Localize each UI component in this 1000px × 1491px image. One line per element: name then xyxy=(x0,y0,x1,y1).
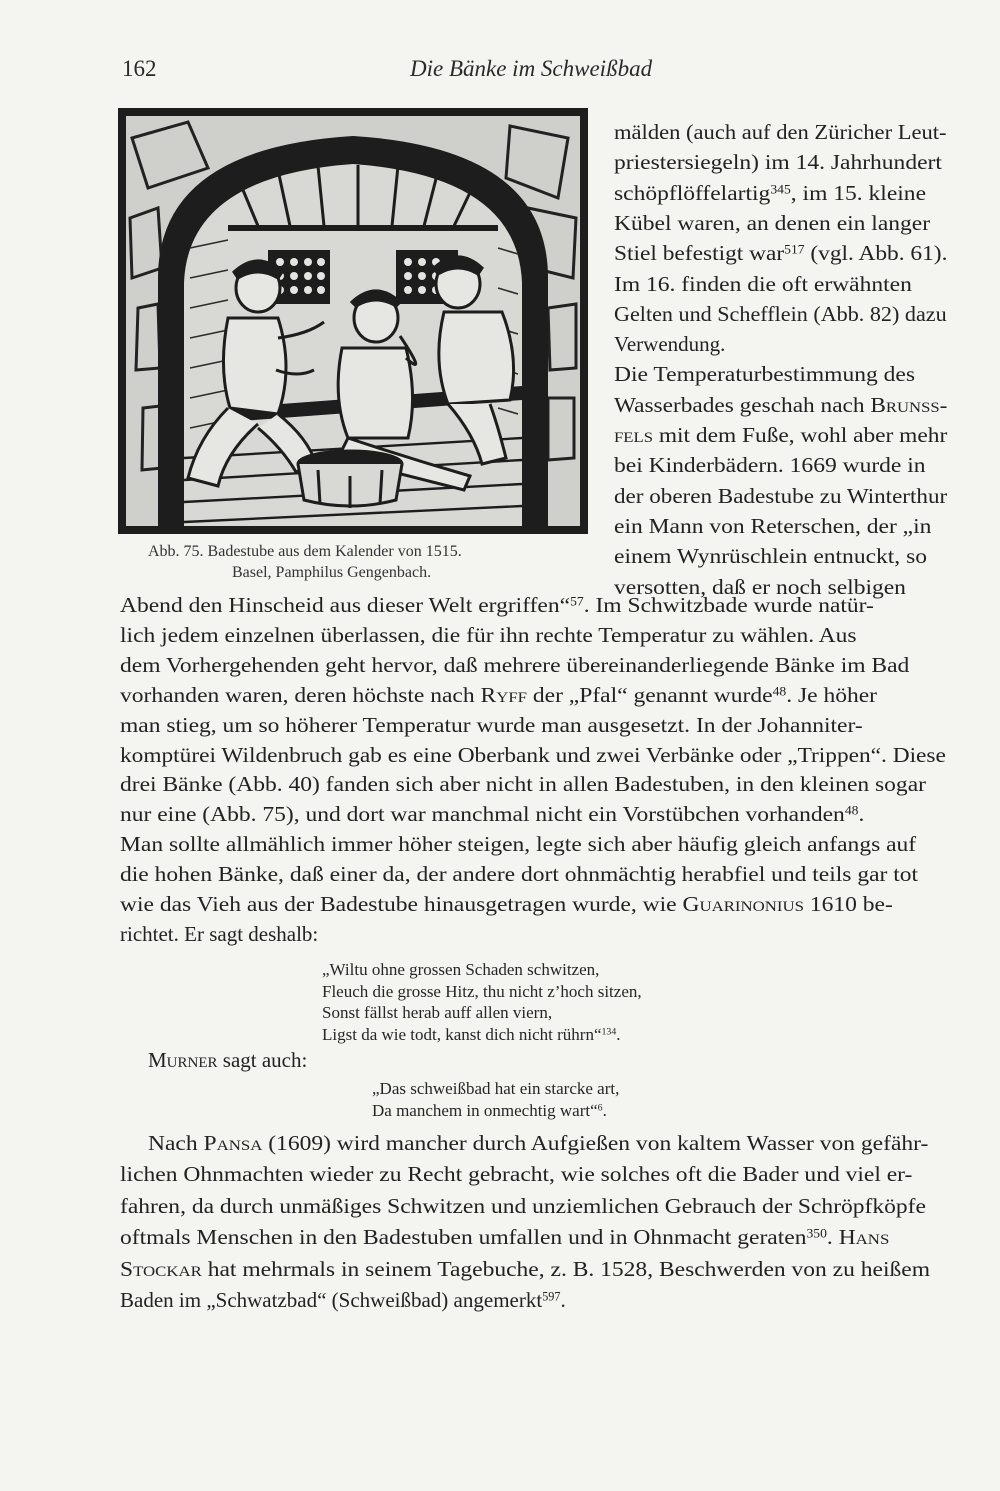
body-line xyxy=(120,742,946,768)
text-run: . xyxy=(602,1100,607,1120)
body-line xyxy=(120,801,864,827)
text-run: mit dem Fuße, wohl aber mehr xyxy=(652,423,948,447)
side-column-line xyxy=(614,513,931,539)
text-run: versotten, daß er noch selbigen xyxy=(614,574,906,599)
side-column-line xyxy=(614,331,725,357)
text-run: ein Mann von Reterschen, der „in xyxy=(614,513,932,538)
text-run: Nach xyxy=(148,1131,204,1155)
text-run: Kübel waren, an denen ein langer xyxy=(614,210,931,235)
footnote-ref: 6 xyxy=(597,1102,603,1114)
footnote-ref: 597 xyxy=(542,1289,561,1304)
body-line xyxy=(120,682,877,708)
side-column-line xyxy=(614,392,947,418)
body-line xyxy=(120,622,857,648)
body-line xyxy=(120,831,916,857)
text-run: . xyxy=(616,1024,621,1044)
text-run: Abend den Hinscheid aus dieser Welt ergriffen“ xyxy=(120,593,571,617)
body-line xyxy=(120,891,893,917)
side-column-line xyxy=(614,180,926,206)
text-run: der „Pfal“ genannt wurde xyxy=(527,682,773,707)
body-line xyxy=(120,712,863,738)
body-line xyxy=(120,771,926,797)
woodcut-illustration xyxy=(118,108,588,534)
final-line xyxy=(120,1256,930,1282)
body-line xyxy=(120,861,918,887)
text-run: . Im Schwitzbade wurde natür- xyxy=(583,593,874,617)
author-name: Ryff xyxy=(480,682,528,707)
verse-line xyxy=(322,981,642,1002)
text-run: der oberen Badestube zu Winterthur xyxy=(614,483,948,508)
side-column-line xyxy=(614,422,947,448)
text-run: man stieg, um so höherer Temperatur wurde man ausgesetzt. In der Johanniter- xyxy=(120,712,863,737)
text-run: , im 15. kleine xyxy=(790,180,927,205)
text-run: Die Temperaturbestimmung des xyxy=(614,362,915,387)
text-run: vorhanden waren, deren höchste nach xyxy=(120,682,481,707)
text-run: . xyxy=(858,802,865,827)
author-name: Hans xyxy=(838,1225,890,1250)
text-run: „Das schweißbad hat ein starcke art, xyxy=(372,1079,620,1098)
author-name: Guarinonius xyxy=(682,892,804,916)
text-run: 1610 be- xyxy=(803,892,893,916)
side-column-line xyxy=(614,543,927,569)
footnote-ref: 134 xyxy=(601,1026,617,1038)
author-name: Brunss- xyxy=(870,392,948,417)
text-run: drei Bänke (Abb. 40) fanden sich aber nicht in allen Badestuben, in den kleinen sogar xyxy=(120,772,926,797)
text-run: . xyxy=(560,1288,566,1312)
text-run: komptürei Wildenbruch gab es eine Oberbank und zwei Verbänke oder „Trippen“. Diese xyxy=(120,742,946,767)
text-run: sagt auch: xyxy=(217,1048,308,1072)
text-run: die hohen Bänke, daß einer da, der andere dort ohnmächtig herabfiel und teils gar tot xyxy=(120,862,919,887)
text-run: nur eine (Abb. 75), und dort war manchmal nicht ein Vorstübchen vorhanden xyxy=(120,802,845,827)
verse-line xyxy=(322,1002,552,1023)
running-title: Die Bänke im Schweißbad xyxy=(410,56,653,81)
verse-line xyxy=(322,959,599,980)
footnote-ref: 48 xyxy=(772,684,787,698)
text-run: dem Vorhergehenden geht hervor, daß mehrere übereinanderliegende Bänke im Bad xyxy=(120,652,910,677)
text-run: fahren, da durch unmäßiges Schwitzen und unziemlichen Gebrauch der Schröpfköpfe xyxy=(120,1193,926,1218)
text-run: Man sollte allmählich immer höher steigen, legte sich aber häufig gleich anfangs auf xyxy=(120,832,917,857)
author-name: Stockar xyxy=(120,1256,202,1281)
footnote-ref: 48 xyxy=(844,803,859,818)
text-run: . xyxy=(826,1225,839,1250)
text-run: Sonst fällst herab auff allen viern, xyxy=(322,1003,553,1022)
final-line xyxy=(148,1130,928,1156)
footnote-ref: 345 xyxy=(770,181,791,196)
author-name: Murner xyxy=(148,1048,218,1072)
text-run: priestersiegeln) im 14. Jahrhundert xyxy=(614,150,942,175)
text-run: Verwendung. xyxy=(614,332,726,357)
side-column-line xyxy=(614,361,915,387)
verse-line xyxy=(322,1024,621,1045)
body-line xyxy=(120,652,909,678)
text-run: Stiel befestigt war xyxy=(614,241,785,266)
side-column-line xyxy=(614,271,912,297)
text-run: „Wiltu ohne grossen Schaden schwitzen, xyxy=(322,960,600,979)
page-number: 162 xyxy=(122,56,157,81)
text-run: (1609) wird mancher durch Aufgießen von kaltem Wasser von gefähr- xyxy=(262,1131,929,1155)
figure-caption-line2: Basel, Pamphilus Gengenbach. xyxy=(232,564,432,581)
text-run: hat mehrmals in seinem Tagebuche, z. B. 1528, Beschwerden von zu heißem xyxy=(201,1256,931,1281)
text-run: lichen Ohnmachten wieder zu Recht gebracht, wie solches oft die Bader und viel er- xyxy=(120,1162,913,1187)
side-column-line xyxy=(614,119,947,145)
final-line xyxy=(120,1287,566,1313)
text-run: (vgl. Abb. 61). xyxy=(804,241,948,266)
side-column-line xyxy=(614,210,930,236)
murner-line xyxy=(148,1047,307,1073)
text-run: Da manchem in onmechtig wart“ xyxy=(372,1100,598,1120)
text-run: wie das Vieh aus der Badestube hinausgetragen wurde, wie xyxy=(120,892,683,916)
text-run: lich jedem einzelnen überlassen, die für ihn rechte Temperatur zu wählen. Aus xyxy=(120,622,857,647)
side-column-line xyxy=(614,240,947,266)
side-column-line xyxy=(614,483,947,509)
text-run: Im 16. finden die oft erwähnten xyxy=(614,271,912,296)
body-line xyxy=(120,592,874,618)
author-name: fels xyxy=(614,423,653,447)
figure-caption-line1: Abb. 75. Badestube aus dem Kalender von 1515. xyxy=(148,543,462,560)
text-run: einem Wynrüschlein entnuckt, so xyxy=(614,544,927,569)
side-column-line xyxy=(614,149,942,175)
text-run: . Je höher xyxy=(786,682,877,707)
final-line xyxy=(120,1161,912,1187)
text-run: Baden im „Schwatzbad“ (Schweißbad) angemerkt xyxy=(120,1288,543,1312)
verse-murner-line xyxy=(372,1078,619,1099)
text-run: schöpflöffelartig xyxy=(614,180,771,205)
text-run: Fleuch die grosse Hitz, thu nicht z’hoch sitzen, xyxy=(322,981,642,1001)
text-run: bei Kinderbädern. 1669 wurde in xyxy=(614,453,926,478)
text-run: Wasserbades geschah nach xyxy=(614,392,871,417)
text-run: richtet. Er sagt deshalb: xyxy=(120,921,319,946)
text-run: Ligst da wie todt, kanst dich nicht rührn“ xyxy=(322,1024,602,1044)
footnote-ref: 350 xyxy=(806,1226,827,1241)
author-name: Pansa xyxy=(203,1131,263,1155)
body-line xyxy=(120,921,318,947)
final-line xyxy=(120,1224,889,1250)
text-run: mälden (auch auf den Züricher Leut- xyxy=(614,120,947,144)
footnote-ref: 57 xyxy=(570,594,584,609)
footnote-ref: 517 xyxy=(784,242,805,257)
text-run: Gelten und Schefflein (Abb. 82) dazu xyxy=(614,301,947,326)
text-run: oftmals Menschen in den Badestuben umfallen und in Ohnmacht geraten xyxy=(120,1225,807,1250)
side-column-line xyxy=(614,301,947,327)
side-column-line xyxy=(614,452,926,478)
verse-murner-line xyxy=(372,1100,607,1121)
final-line xyxy=(120,1193,926,1219)
